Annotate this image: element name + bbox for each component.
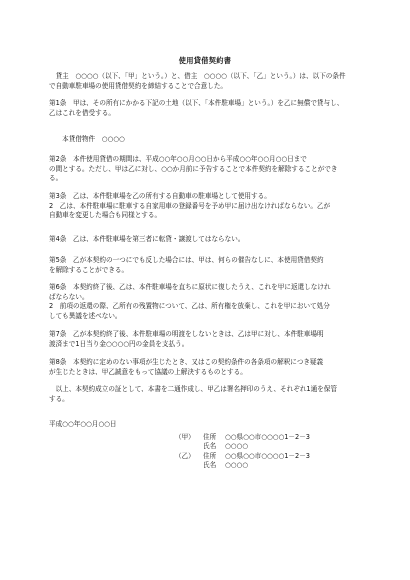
lessee-address: ○○県○○市○○○○1－2－3 xyxy=(225,452,310,460)
article-7 xyxy=(49,330,364,349)
lessor-address: ○○県○○市○○○○1－2－3 xyxy=(225,433,310,441)
document-title: 使用貸借契約書 xyxy=(178,56,232,65)
article-line: 第6条 本契約終了後、乙は、本件駐車場を直ちに原状に復したうえ、これを甲に返還しなけれ xyxy=(49,283,331,291)
lessor-address-label: 住所 xyxy=(203,433,217,441)
article-line: 乙はこれを借受する。 xyxy=(49,108,115,117)
property-description xyxy=(49,135,364,145)
article-line: しても異議を述べない。 xyxy=(49,312,122,321)
lessee-name-label: 氏名 xyxy=(203,461,217,469)
closing-statement xyxy=(49,385,364,404)
lessor-name: ○○○○ xyxy=(225,442,249,450)
lessee-address-label: 住所 xyxy=(203,452,217,460)
article-line: る。 xyxy=(49,174,63,183)
article-3 xyxy=(49,192,364,221)
article-line: 自動車を変更した場合も同様とする。 xyxy=(49,211,162,220)
lessee-party-label: （乙） xyxy=(175,452,195,460)
article-line: が生じたときは、甲乙誠意をもって協議の上解決するものとする。 xyxy=(49,367,247,376)
article-2 xyxy=(49,155,364,184)
lessor-party-label: （甲） xyxy=(175,433,195,441)
article-line: を解除することができる。 xyxy=(49,265,129,274)
article-line: 2 前項の返還の際、乙所有の残置物について、乙は、所有権を放棄し、これを甲において処分 xyxy=(49,302,330,311)
article-line: 第5条 乙が本契約の一つにでも反した場合には、甲は、何らの催告なしに、本使用貸借契約 xyxy=(49,256,324,264)
closing-line: する。 xyxy=(49,394,69,403)
closing-line: 以上、本契約成立の証として、本書を二通作成し、甲乙は署名押印のうえ、それぞれ1通を保管 xyxy=(49,385,337,393)
article-line: 第8条 本契約に定めのない事項が生じたとき、又はこの契約条件の各条項の解釈につき疑義 xyxy=(49,358,324,366)
article-line: の間とする。ただし、甲は乙に対し、○○か月前に予告することで本件契約を解除することができ xyxy=(49,164,338,173)
preamble xyxy=(49,72,364,91)
preamble-line: で自動車駐車場の使用貸借契約を締結することで合意した。 xyxy=(49,81,228,90)
article-line: 第3条 乙は、本件駐車場を乙の所有する自動車の駐車場として使用する。 xyxy=(49,192,271,200)
lessee-name: ○○○○ xyxy=(225,461,249,469)
preamble-line: 貸主 ○○○○（以下、「甲」という。）と、借主 ○○○○（以下、「乙」という。）は、以下の条件 xyxy=(49,72,346,80)
article-4 xyxy=(49,235,364,245)
article-line: 2 乙は、本件駐車場に駐車する自家用車の登録番号を予め甲に届け出なければならない。乙が xyxy=(49,201,331,210)
article-6 xyxy=(49,283,364,322)
date-line: 平成○○年○○月○○日 xyxy=(49,420,117,428)
article-line: 第4条 乙は、本件駐車場を第三者に転貸・譲渡してはならない。 xyxy=(49,235,245,243)
article-line: 第1条 甲は、その所有にかかる下記の土地（以下、「本件駐車場」という。）を乙に無償で貸与し、 xyxy=(49,99,344,107)
article-5 xyxy=(49,256,364,275)
lessor-name-label: 氏名 xyxy=(203,442,217,450)
article-8 xyxy=(49,358,364,377)
property-line: 本貸借物件 ○○○○ xyxy=(49,135,125,143)
contract-date xyxy=(49,420,364,430)
article-line: ばならない。 xyxy=(49,292,89,301)
article-1 xyxy=(49,99,364,118)
article-line: 第7条 乙が本契約終了後、本件駐車場の明渡をしないときは、乙は甲に対し、本件駐車場明 xyxy=(49,330,324,338)
article-line: 渡済まで1日当り金○○○○円の金員を支払う。 xyxy=(49,339,189,348)
article-line: 第2条 本件使用貸借の期間は、平成○○年○○月○○日から平成○○年○○月○○日まで xyxy=(49,155,307,163)
